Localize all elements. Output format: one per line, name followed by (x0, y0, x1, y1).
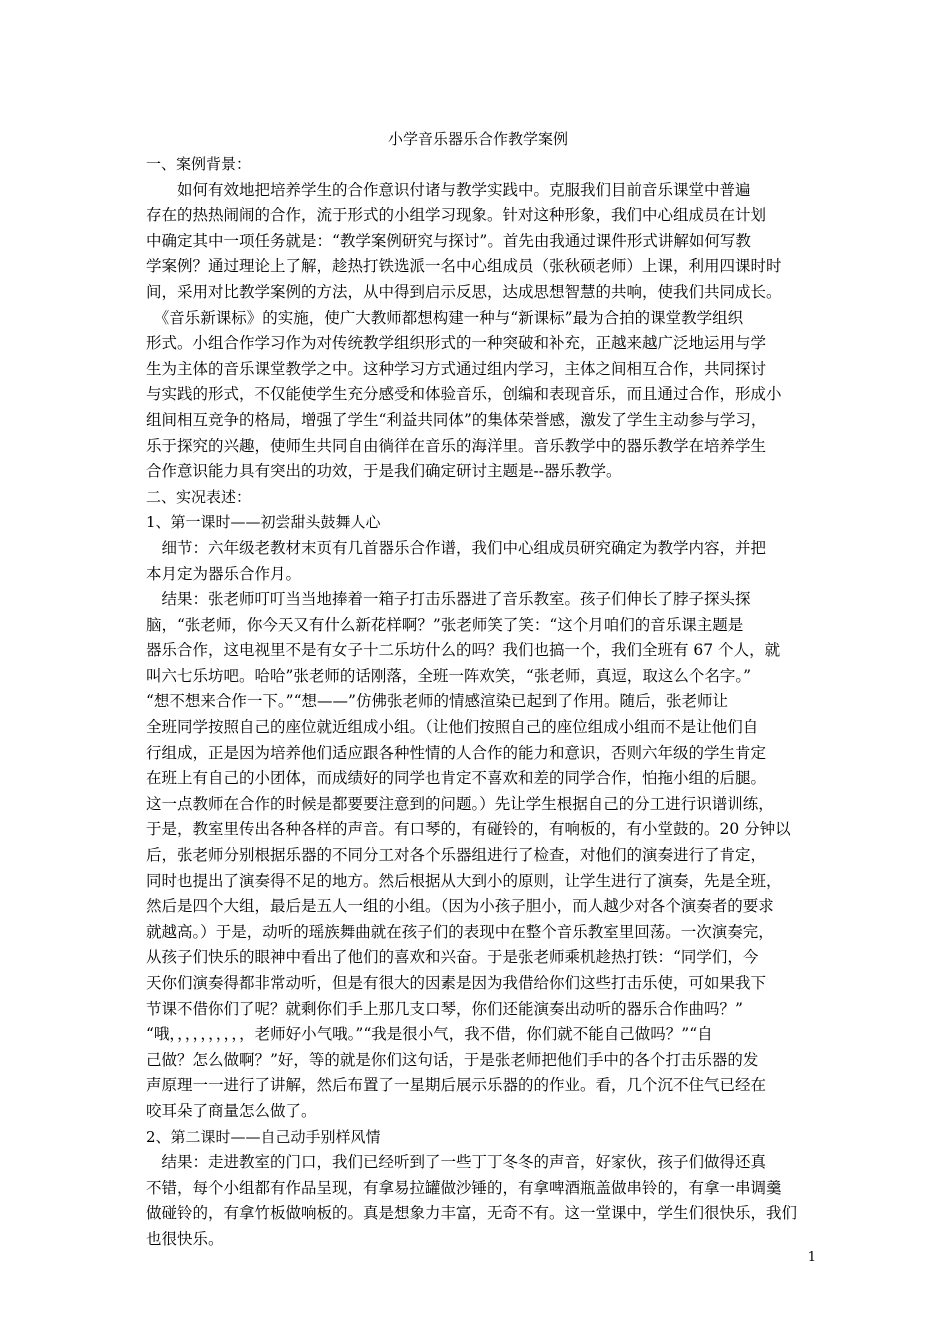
text-line: 脑，“张老师，你今天又有什么新花样啊？”张老师笑了笑：“这个月咱们的音乐课主题是 (146, 615, 744, 634)
text-line: 结果：张老师叮叮当当地捧着一箱子打击乐器进了音乐教室。孩子们伸长了脖子探头探 (146, 590, 751, 609)
text-line: 天你们演奏得都非常动听，但是有很大的因素是因为我借给你们这些打击乐使，可如果我下 (146, 974, 767, 992)
text-line: 器乐合作，这电视里不是有女子十二乐坊什么的吗？我们也搞一个，我们全班有 67 个人，就 (146, 641, 781, 660)
lesson-1-heading: 1、第一课时——初尝甜头鼓舞人心 (146, 513, 381, 532)
text-line: “想不想来合作一下。”“想——”仿佛张老师的情感渲染已起到了作用。随后，张老师让 (146, 692, 728, 711)
text-line: 如何有效地把培养学生的合作意识付诸与教学实践中。克服我们目前音乐课堂中普遍 (146, 180, 751, 199)
text-line: 不错，每个小组都有作品呈现，有拿易拉罐做沙锤的，有拿啤酒瓶盖做串铃的，有拿一串调羹 (146, 1178, 782, 1197)
text-line: 从孩子们快乐的眼神中看出了他们的喜欢和兴奋。于是张老师乘机趁热打铁：“同学们，今 (146, 948, 759, 967)
text-line: 组间相互竞争的格局，增强了学生“利益共同体”的集体荣誉感，激发了学生主动参与学习， (146, 410, 767, 429)
page-number: 1 (807, 1250, 816, 1265)
text-line: 结果：走进教室的门口，我们已经听到了一些丁丁冬冬的声音，好家伙，孩子们做得还真 (146, 1153, 767, 1172)
text-line: 存在的热热闹闹的合作，流于形式的小组学习现象。针对这种形象，我们中心组成员在计划 (146, 206, 767, 225)
text-line: 节课不借你们了呢？就剩你们手上那几支口琴，你们还能演奏出动听的器乐合作曲吗？” (146, 999, 743, 1018)
document-title: 小学音乐器乐合作教学案例 (387, 130, 568, 148)
lesson-2-heading: 2、第二课时——自己动手别样风情 (146, 1127, 381, 1146)
paragraph-background-2 (146, 306, 810, 485)
text-line: 己做？怎么做啊？”好，等的就是你们这句话，于是张老师把他们手中的各个打击乐器的发 (146, 1050, 759, 1069)
text-line: 于是，教室里传出各种各样的声音。有口琴的，有碰铃的，有响板的，有小堂鼓的。20 分钟以 (146, 820, 791, 839)
text-line: 《音乐新课标》的实施，使广大教师都想构建一种与“新课标”最为合拍的课堂教学组织 (146, 308, 744, 327)
text-line: 中确定其中一项任务就是：“教学案例研究与探讨”。首先由我通过课件形式讲解如何写教 (146, 231, 751, 250)
text-line: 生为主体的音乐课堂教学之中。这种学习方式通过组内学习，主体之间相互合作，共同探讨 (146, 359, 767, 378)
text-line: 细节：六年级老教材末页有几首器乐合作谱，我们中心组成员研究确定为教学内容，并把 (146, 538, 767, 557)
text-line: “哦，，，，，，，，，，老师好小气哦。”“我是很小气，我不借，你们就不能自己做吗？”“自 (146, 1025, 713, 1044)
text-line: 行组成，正是因为培养他们适应跟各种性情的人合作的能力和意识，否则六年级的学生肯定 (146, 743, 767, 762)
lesson-2-result (146, 1150, 810, 1252)
text-line: 叫六七乐坊吧。哈哈”张老师的话刚落，全班一阵欢笑，“张老师，真逗，取这么个名字。” (146, 666, 752, 685)
paragraph-background-1 (146, 178, 810, 306)
text-line: 全班同学按照自己的座位就近组成小组。（让他们按照自己的座位组成小组而不是让他们自 (146, 718, 759, 737)
text-line: 学案例？通过理论上了解，趁热打铁选派一名中心组成员（张秋硕老师）上课，利用四课时时 (146, 257, 782, 276)
lesson-1-result (146, 587, 810, 1124)
text-line: 合作意识能力具有突出的功效，于是我们确定研讨主题是--器乐教学。 (146, 462, 622, 481)
text-line: 然后是四个大组，最后是五人一组的小组。（因为小孩子胆小，而人越少对各个演奏者的要求 (146, 897, 774, 916)
section-heading-description: 二、实况表述： (146, 487, 252, 506)
text-line: 形式。小组合作学习作为对传统教学组织形式的一种突破和补充，正越来越广泛地运用与学 (146, 334, 767, 353)
text-line: 在班上有自己的小团体，而成绩好的同学也肯定不喜欢和差的同学合作，怕拖小组的后腿。 (146, 769, 767, 788)
text-line: 这一点教师在合作的时候是都要要注意到的问题。）先让学生根据自己的分工进行识谱训练， (146, 794, 774, 813)
text-line: 后，张老师分别根据乐器的不同分工对各个乐器组进行了检查，对他们的演奏进行了肯定， (146, 846, 767, 865)
text-line: 乐于探究的兴趣，使师生共同自由徜徉在音乐的海洋里。音乐教学中的器乐教学在培养学生 (146, 436, 767, 455)
section-heading-background: 一、案例背景： (146, 155, 252, 173)
text-line: 间，采用对比教学案例的方法，从中得到启示反思，达成思想智慧的共响，使我们共同成长。 (146, 282, 782, 301)
text-line: 与实践的形式，不仅能使学生充分感受和体验音乐，创编和表现音乐，而且通过合作，形成小 (146, 385, 782, 404)
text-line: 也很快乐。 (146, 1229, 224, 1248)
text-line: 做碰铃的，有拿竹板做响板的。真是想象力丰富，无奇不有。这一堂课中，学生们很快乐，我们 (146, 1204, 798, 1223)
text-line: 声原理一一进行了讲解，然后布置了一星期后展示乐器的的作业。看，几个沉不住气已经在 (146, 1076, 767, 1095)
text-line: 同时也提出了演奏得不足的地方。然后根据从大到小的原则，让学生进行了演奏，先是全班， (146, 871, 782, 890)
text-line: 本月定为器乐合作月。 (146, 564, 302, 583)
document-body (146, 128, 810, 1253)
text-line: 就越高。）于是，动听的瑶族舞曲就在孩子们的表现中在整个音乐教室里回荡。一次演奏完， (146, 922, 774, 941)
text-line: 咬耳朵了商量怎么做了。 (146, 1101, 317, 1120)
lesson-1-detail (146, 536, 810, 587)
